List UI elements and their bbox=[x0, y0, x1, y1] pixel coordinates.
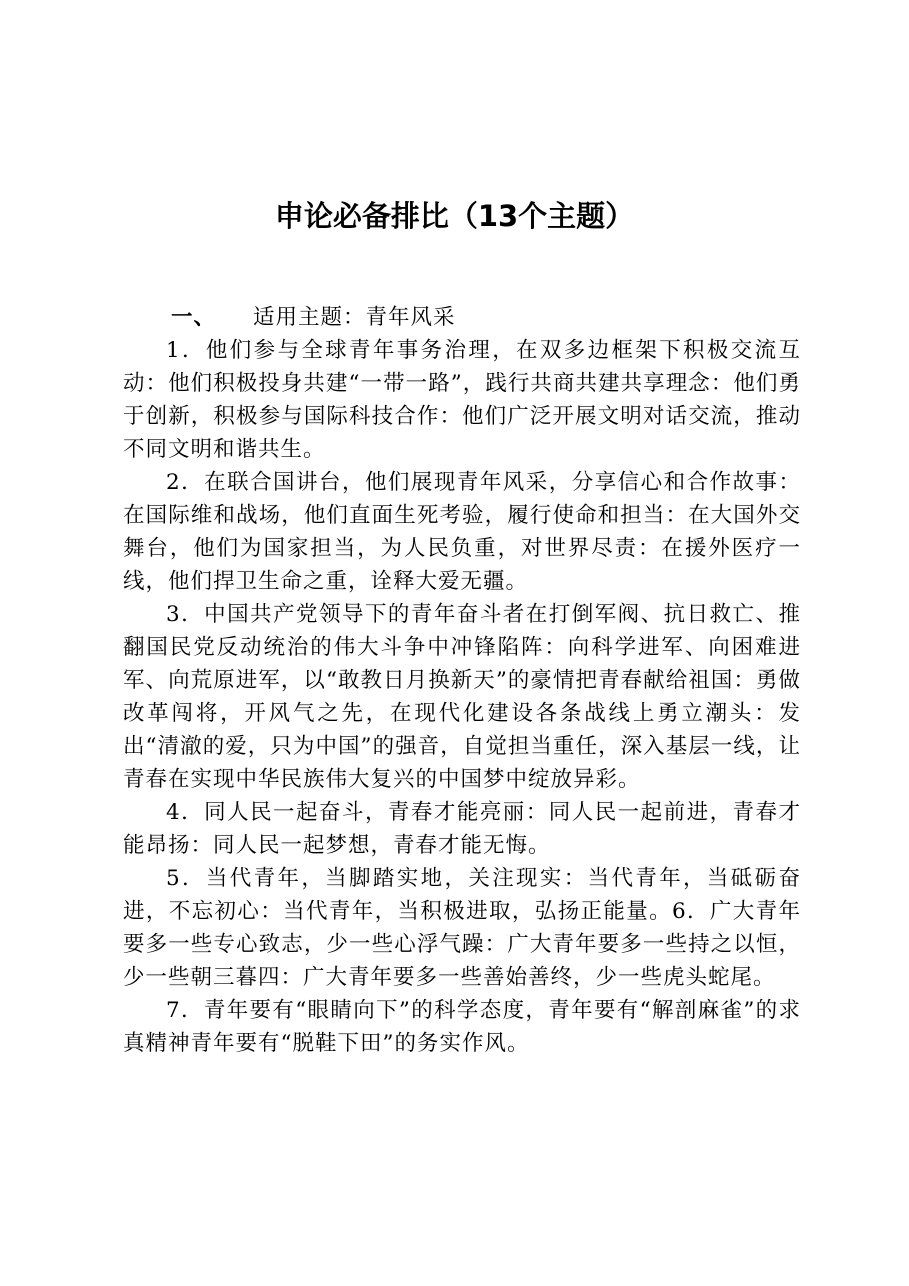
paragraph-4: 4．同人民一起奋斗，青春才能亮丽：同人民一起前进，青春才能昂扬：同人民一起梦想，青春才能无悔。 bbox=[123, 800, 801, 858]
paragraph-3: 3．中国共产党领导下的青年奋斗者在打倒军阀、抗日救亡、推翻国民党反动统治的伟大斗争中冲锋陷阵：向科学进军、向困难进军、向荒原进军，以“敢教日月换新天”的豪情把青春献给祖国：勇做改革闯将，开风气之先，在现代化建设各条战线上勇立潮头：发出“清澈的爱，只为中国”的强音，自觉担当重任，深入基层一线，让青春在实现中华民族伟大复兴的中国梦中绽放异彩。 bbox=[123, 602, 801, 792]
section-heading bbox=[123, 301, 801, 334]
paragraph-2: 2．在联合国讲台，他们展现青年风采，分享信心和合作故事：在国际维和战场，他们直面生死考验，履行使命和担当：在大国外交舞台，他们为国家担当，为人民负重，对世界尽责：在援外医疗一线，他们捍卫生命之重，诠释大爱无疆。 bbox=[123, 470, 801, 594]
section-heading-text: 适用主题：青年风采 bbox=[253, 305, 456, 330]
document-title: 申论必备排比（13个主题） bbox=[274, 199, 635, 233]
document-body bbox=[123, 301, 801, 1060]
paragraph-1: 1．他们参与全球青年事务治理，在双多边框架下积极交流互动：他们积极投身共建“一带一路”，践行共商共建共享理念：他们勇于创新，积极参与国际科技合作：他们广泛开展文明对话交流，推动不同文明和谐共生。 bbox=[123, 338, 801, 462]
paragraph-6: 7．青年要有“眼睛向下”的科学态度，青年要有“解剖麻雀”的求真精神青年要有“脱鞋下田”的务实作风。 bbox=[123, 998, 801, 1056]
section-number: 一、 bbox=[171, 305, 217, 330]
paragraph-5: 5．当代青年，当脚踏实地，关注现实：当代青年，当砥砺奋进，不忘初心：当代青年，当积极进取，弘扬正能量。6．广大青年要多一些专心致志，少一些心浮气躁：广大青年要多一些持之以恒，少一些朝三暮四：广大青年要多一些善始善终，少一些虎头蛇尾。 bbox=[123, 866, 801, 990]
